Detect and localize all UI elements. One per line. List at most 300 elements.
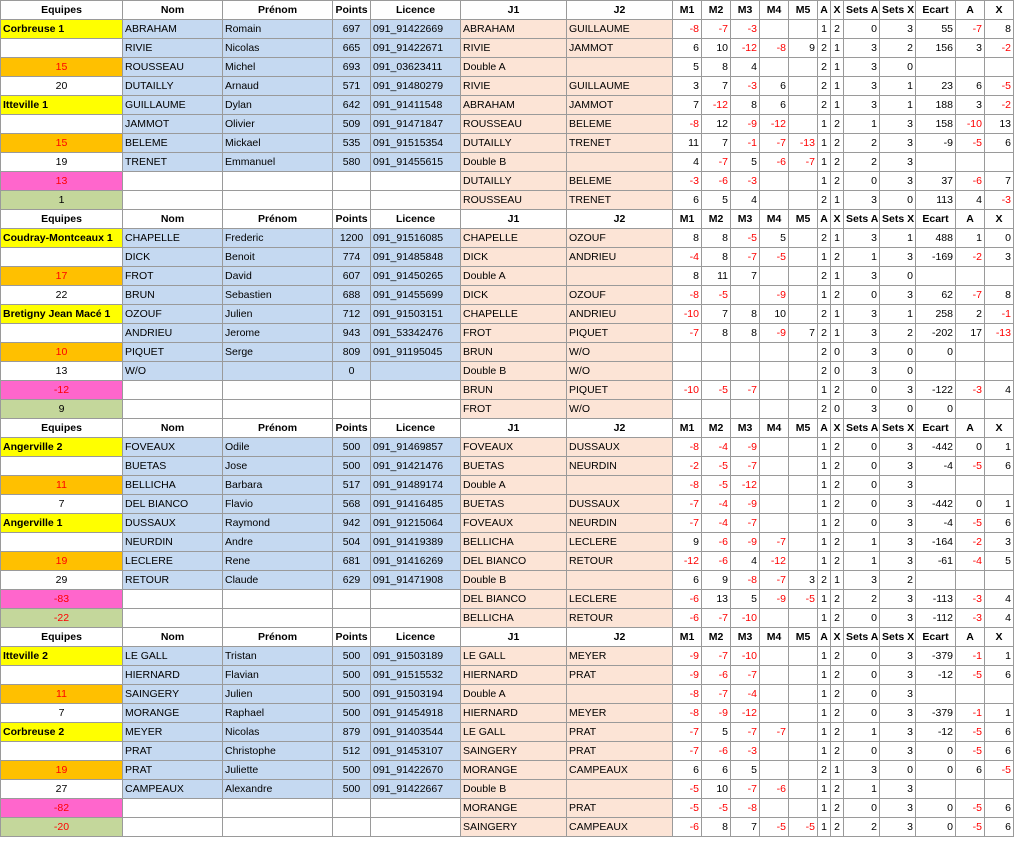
match-j2-cell[interactable]: LECLERE [567,533,673,552]
team-cell[interactable]: 13 [1,172,123,191]
sets-a-cell[interactable]: 3 [844,362,880,381]
result-a-cell[interactable]: -2 [956,248,985,267]
result-a-cell[interactable]: 0 [956,495,985,514]
sets-x-cell[interactable]: 3 [880,704,916,723]
player-licence-cell[interactable] [371,609,461,628]
match-a-cell[interactable]: 2 [818,96,831,115]
player-licence-cell[interactable]: 091_03623411 [371,58,461,77]
player-points-cell[interactable]: 693 [333,58,371,77]
set-score-m3[interactable]: -4 [731,685,760,704]
match-j2-cell[interactable]: W/O [567,343,673,362]
set-score-m5[interactable] [789,381,818,400]
set-score-m5[interactable] [789,267,818,286]
match-a-cell[interactable]: 2 [818,343,831,362]
result-a-cell[interactable]: -5 [956,134,985,153]
set-score-m3[interactable]: -5 [731,229,760,248]
player-name-cell[interactable] [123,400,223,419]
player-licence-cell[interactable]: 091_91422671 [371,39,461,58]
result-x-cell[interactable]: 4 [985,381,1014,400]
match-j1-cell[interactable]: DUTAILLY [461,134,567,153]
player-name-cell[interactable]: ABRAHAM [123,20,223,39]
set-score-m4[interactable] [760,761,789,780]
match-j1-cell[interactable]: DUTAILLY [461,172,567,191]
match-x-cell[interactable]: 2 [831,20,844,39]
player-points-cell[interactable] [333,381,371,400]
set-score-m4[interactable] [760,58,789,77]
team-cell[interactable]: 17 [1,267,123,286]
player-licence-cell[interactable]: 091_91419389 [371,533,461,552]
set-score-m3[interactable]: 5 [731,590,760,609]
match-x-cell[interactable]: 2 [831,153,844,172]
match-x-cell[interactable]: 1 [831,324,844,343]
sets-x-cell[interactable]: 3 [880,153,916,172]
match-j2-cell[interactable]: PIQUET [567,381,673,400]
team-cell[interactable]: 7 [1,704,123,723]
team-cell[interactable] [1,666,123,685]
ecart-cell[interactable]: 62 [916,286,956,305]
match-j1-cell[interactable]: Double A [461,685,567,704]
set-score-m1[interactable] [673,343,702,362]
player-points-cell[interactable]: 517 [333,476,371,495]
match-a-cell[interactable]: 1 [818,552,831,571]
set-score-m4[interactable] [760,191,789,210]
match-j1-cell[interactable]: LE GALL [461,723,567,742]
set-score-m4[interactable]: 10 [760,305,789,324]
result-x-cell[interactable] [985,267,1014,286]
set-score-m5[interactable] [789,495,818,514]
set-score-m1[interactable]: -3 [673,172,702,191]
player-licence-cell[interactable]: 091_53342476 [371,324,461,343]
sets-x-cell[interactable]: 3 [880,457,916,476]
player-name-cell[interactable]: JAMMOT [123,115,223,134]
result-x-cell[interactable]: 7 [985,172,1014,191]
set-score-m3[interactable]: -8 [731,571,760,590]
set-score-m2[interactable]: 8 [702,324,731,343]
sets-a-cell[interactable]: 2 [844,590,880,609]
set-score-m2[interactable]: -5 [702,457,731,476]
result-a-cell[interactable]: 3 [956,96,985,115]
player-name-cell[interactable]: MORANGE [123,704,223,723]
match-a-cell[interactable]: 1 [818,115,831,134]
result-x-cell[interactable] [985,153,1014,172]
match-x-cell[interactable]: 2 [831,248,844,267]
result-x-cell[interactable]: 6 [985,514,1014,533]
player-points-cell[interactable] [333,609,371,628]
set-score-m1[interactable]: 9 [673,533,702,552]
sets-x-cell[interactable]: 3 [880,799,916,818]
team-cell[interactable]: 10 [1,343,123,362]
set-score-m2[interactable]: 8 [702,229,731,248]
team-cell[interactable] [1,457,123,476]
set-score-m2[interactable]: -4 [702,495,731,514]
match-j1-cell[interactable]: ROUSSEAU [461,115,567,134]
team-cell[interactable]: Bretigny Jean Macé 1 [1,305,123,324]
sets-a-cell[interactable]: 0 [844,438,880,457]
player-name-cell[interactable]: ROUSSEAU [123,58,223,77]
sets-x-cell[interactable]: 3 [880,552,916,571]
player-name-cell[interactable] [123,609,223,628]
match-j1-cell[interactable]: RIVIE [461,39,567,58]
match-j1-cell[interactable]: MORANGE [461,799,567,818]
sets-a-cell[interactable]: 3 [844,77,880,96]
result-a-cell[interactable] [956,362,985,381]
match-a-cell[interactable]: 1 [818,248,831,267]
player-firstname-cell[interactable]: Nicolas [223,723,333,742]
set-score-m2[interactable]: -5 [702,799,731,818]
team-cell[interactable]: 11 [1,476,123,495]
match-j1-cell[interactable]: LE GALL [461,647,567,666]
team-cell[interactable]: Itteville 1 [1,96,123,115]
player-licence-cell[interactable] [371,400,461,419]
player-points-cell[interactable]: 681 [333,552,371,571]
player-name-cell[interactable] [123,381,223,400]
result-x-cell[interactable]: 1 [985,704,1014,723]
set-score-m3[interactable]: -12 [731,476,760,495]
set-score-m2[interactable]: 10 [702,780,731,799]
set-score-m2[interactable]: 7 [702,134,731,153]
result-a-cell[interactable]: 6 [956,761,985,780]
sets-x-cell[interactable]: 3 [880,685,916,704]
sets-x-cell[interactable]: 3 [880,20,916,39]
player-firstname-cell[interactable]: Raymond [223,514,333,533]
set-score-m5[interactable] [789,305,818,324]
result-x-cell[interactable]: 13 [985,115,1014,134]
match-j2-cell[interactable]: RETOUR [567,609,673,628]
sets-x-cell[interactable]: 3 [880,723,916,742]
result-x-cell[interactable] [985,343,1014,362]
sets-x-cell[interactable]: 3 [880,476,916,495]
result-a-cell[interactable]: -10 [956,115,985,134]
player-name-cell[interactable]: RIVIE [123,39,223,58]
player-licence-cell[interactable]: 091_91411548 [371,96,461,115]
ecart-cell[interactable]: -442 [916,495,956,514]
sets-a-cell[interactable]: 0 [844,742,880,761]
player-licence-cell[interactable]: 091_91503151 [371,305,461,324]
player-licence-cell[interactable] [371,590,461,609]
set-score-m1[interactable]: -9 [673,647,702,666]
ecart-cell[interactable]: 0 [916,818,956,837]
set-score-m3[interactable]: -7 [731,780,760,799]
team-cell[interactable]: 22 [1,286,123,305]
match-a-cell[interactable]: 2 [818,324,831,343]
sets-x-cell[interactable]: 2 [880,39,916,58]
player-licence-cell[interactable]: 091_91516085 [371,229,461,248]
set-score-m1[interactable]: -6 [673,590,702,609]
set-score-m3[interactable]: -7 [731,514,760,533]
match-x-cell[interactable]: 1 [831,229,844,248]
set-score-m2[interactable]: -6 [702,533,731,552]
set-score-m4[interactable] [760,400,789,419]
player-firstname-cell[interactable]: Flavian [223,666,333,685]
set-score-m5[interactable] [789,438,818,457]
set-score-m3[interactable]: -7 [731,666,760,685]
result-x-cell[interactable]: 6 [985,742,1014,761]
set-score-m1[interactable] [673,400,702,419]
team-cell[interactable]: 19 [1,552,123,571]
match-j2-cell[interactable]: TRENET [567,134,673,153]
player-points-cell[interactable]: 697 [333,20,371,39]
set-score-m2[interactable] [702,362,731,381]
ecart-cell[interactable] [916,780,956,799]
set-score-m1[interactable]: -10 [673,305,702,324]
set-score-m4[interactable] [760,381,789,400]
set-score-m4[interactable]: 6 [760,77,789,96]
result-a-cell[interactable] [956,476,985,495]
match-j1-cell[interactable]: Double B [461,571,567,590]
result-a-cell[interactable] [956,267,985,286]
player-name-cell[interactable]: LE GALL [123,647,223,666]
set-score-m1[interactable]: 8 [673,229,702,248]
player-points-cell[interactable]: 0 [333,362,371,381]
set-score-m5[interactable] [789,172,818,191]
player-points-cell[interactable]: 500 [333,780,371,799]
match-j1-cell[interactable]: SAINGERY [461,818,567,837]
set-score-m2[interactable]: 8 [702,248,731,267]
player-name-cell[interactable]: PRAT [123,742,223,761]
match-x-cell[interactable]: 2 [831,723,844,742]
match-j2-cell[interactable]: MEYER [567,704,673,723]
sets-x-cell[interactable]: 0 [880,362,916,381]
player-points-cell[interactable]: 688 [333,286,371,305]
sets-a-cell[interactable]: 0 [844,685,880,704]
set-score-m5[interactable] [789,647,818,666]
set-score-m3[interactable]: 4 [731,58,760,77]
player-licence-cell[interactable]: 091_91503189 [371,647,461,666]
set-score-m2[interactable]: -7 [702,647,731,666]
player-firstname-cell[interactable] [223,799,333,818]
team-cell[interactable]: -20 [1,818,123,837]
player-points-cell[interactable]: 509 [333,115,371,134]
set-score-m2[interactable]: -12 [702,96,731,115]
set-score-m5[interactable] [789,229,818,248]
match-j2-cell[interactable] [567,58,673,77]
player-firstname-cell[interactable]: Odile [223,438,333,457]
result-x-cell[interactable]: 4 [985,609,1014,628]
result-x-cell[interactable]: -5 [985,761,1014,780]
player-firstname-cell[interactable]: Benoit [223,248,333,267]
match-a-cell[interactable]: 1 [818,742,831,761]
sets-x-cell[interactable]: 1 [880,305,916,324]
set-score-m2[interactable]: -6 [702,742,731,761]
team-cell[interactable]: 15 [1,58,123,77]
set-score-m3[interactable]: 8 [731,305,760,324]
match-j1-cell[interactable]: BELLICHA [461,609,567,628]
sets-x-cell[interactable]: 0 [880,400,916,419]
set-score-m3[interactable]: 5 [731,761,760,780]
match-a-cell[interactable]: 1 [818,590,831,609]
ecart-cell[interactable]: -164 [916,533,956,552]
set-score-m5[interactable] [789,20,818,39]
set-score-m5[interactable] [789,58,818,77]
set-score-m4[interactable] [760,647,789,666]
player-name-cell[interactable]: OZOUF [123,305,223,324]
player-name-cell[interactable] [123,799,223,818]
set-score-m4[interactable] [760,666,789,685]
set-score-m1[interactable]: 6 [673,761,702,780]
match-j2-cell[interactable]: JAMMOT [567,96,673,115]
match-j1-cell[interactable]: RIVIE [461,77,567,96]
player-licence-cell[interactable]: 091_91454918 [371,704,461,723]
set-score-m2[interactable]: 5 [702,723,731,742]
player-points-cell[interactable]: 500 [333,647,371,666]
set-score-m2[interactable]: 8 [702,58,731,77]
player-name-cell[interactable]: TRENET [123,153,223,172]
set-score-m3[interactable]: -7 [731,457,760,476]
team-cell[interactable] [1,324,123,343]
set-score-m5[interactable] [789,780,818,799]
player-points-cell[interactable]: 500 [333,761,371,780]
set-score-m2[interactable]: -5 [702,476,731,495]
sets-x-cell[interactable]: 3 [880,533,916,552]
result-x-cell[interactable]: -2 [985,96,1014,115]
team-cell[interactable]: 27 [1,780,123,799]
set-score-m3[interactable]: 4 [731,191,760,210]
sets-x-cell[interactable]: 3 [880,286,916,305]
player-points-cell[interactable]: 500 [333,457,371,476]
sets-x-cell[interactable]: 3 [880,381,916,400]
match-a-cell[interactable]: 1 [818,495,831,514]
set-score-m4[interactable]: -5 [760,248,789,267]
set-score-m3[interactable]: -8 [731,799,760,818]
match-x-cell[interactable]: 0 [831,362,844,381]
set-score-m5[interactable] [789,457,818,476]
team-cell[interactable]: 19 [1,761,123,780]
sets-a-cell[interactable]: 0 [844,172,880,191]
set-score-m2[interactable]: 5 [702,191,731,210]
set-score-m5[interactable] [789,77,818,96]
sets-x-cell[interactable]: 3 [880,609,916,628]
ecart-cell[interactable]: 156 [916,39,956,58]
result-x-cell[interactable]: 8 [985,20,1014,39]
set-score-m4[interactable] [760,514,789,533]
team-cell[interactable]: Angerville 1 [1,514,123,533]
ecart-cell[interactable]: 158 [916,115,956,134]
sets-a-cell[interactable]: 3 [844,58,880,77]
set-score-m5[interactable] [789,609,818,628]
result-a-cell[interactable] [956,780,985,799]
sets-a-cell[interactable]: 1 [844,723,880,742]
set-score-m4[interactable] [760,685,789,704]
player-name-cell[interactable]: BELLICHA [123,476,223,495]
match-x-cell[interactable]: 1 [831,191,844,210]
team-cell[interactable]: -12 [1,381,123,400]
set-score-m3[interactable]: 8 [731,324,760,343]
player-licence-cell[interactable]: 091_91421476 [371,457,461,476]
result-x-cell[interactable] [985,58,1014,77]
sets-a-cell[interactable]: 1 [844,248,880,267]
sets-a-cell[interactable]: 1 [844,780,880,799]
match-x-cell[interactable]: 2 [831,609,844,628]
player-name-cell[interactable]: ANDRIEU [123,324,223,343]
player-name-cell[interactable]: W/O [123,362,223,381]
player-points-cell[interactable]: 512 [333,742,371,761]
match-x-cell[interactable]: 1 [831,96,844,115]
player-name-cell[interactable]: DUTAILLY [123,77,223,96]
team-cell[interactable] [1,742,123,761]
match-j2-cell[interactable]: MEYER [567,647,673,666]
result-x-cell[interactable]: 6 [985,457,1014,476]
sets-a-cell[interactable]: 1 [844,115,880,134]
sets-x-cell[interactable]: 3 [880,438,916,457]
set-score-m1[interactable]: -9 [673,666,702,685]
team-cell[interactable] [1,248,123,267]
set-score-m1[interactable]: -8 [673,476,702,495]
sets-x-cell[interactable]: 0 [880,191,916,210]
match-j2-cell[interactable]: PIQUET [567,324,673,343]
sets-x-cell[interactable]: 3 [880,818,916,837]
player-name-cell[interactable]: HIERNARD [123,666,223,685]
sets-x-cell[interactable]: 1 [880,77,916,96]
match-a-cell[interactable]: 2 [818,362,831,381]
player-licence-cell[interactable]: 091_91471908 [371,571,461,590]
match-x-cell[interactable]: 2 [831,457,844,476]
player-firstname-cell[interactable]: Romain [223,20,333,39]
player-points-cell[interactable]: 607 [333,267,371,286]
match-x-cell[interactable]: 2 [831,780,844,799]
set-score-m5[interactable]: -7 [789,153,818,172]
player-points-cell[interactable]: 879 [333,723,371,742]
match-j2-cell[interactable] [567,685,673,704]
result-a-cell[interactable]: -1 [956,704,985,723]
match-x-cell[interactable]: 1 [831,58,844,77]
player-firstname-cell[interactable]: Sebastien [223,286,333,305]
sets-x-cell[interactable]: 1 [880,96,916,115]
player-firstname-cell[interactable] [223,818,333,837]
set-score-m4[interactable]: -9 [760,590,789,609]
set-score-m1[interactable]: -8 [673,115,702,134]
match-a-cell[interactable]: 1 [818,514,831,533]
ecart-cell[interactable]: 23 [916,77,956,96]
set-score-m5[interactable] [789,400,818,419]
match-x-cell[interactable]: 2 [831,552,844,571]
set-score-m4[interactable] [760,362,789,381]
team-cell[interactable]: -83 [1,590,123,609]
match-j2-cell[interactable] [567,476,673,495]
sets-a-cell[interactable]: 0 [844,799,880,818]
set-score-m2[interactable]: -6 [702,666,731,685]
player-points-cell[interactable]: 942 [333,514,371,533]
match-a-cell[interactable]: 2 [818,39,831,58]
match-a-cell[interactable]: 2 [818,77,831,96]
match-j2-cell[interactable]: TRENET [567,191,673,210]
team-cell[interactable]: 7 [1,495,123,514]
match-x-cell[interactable]: 2 [831,704,844,723]
result-a-cell[interactable]: -2 [956,533,985,552]
player-points-cell[interactable]: 500 [333,438,371,457]
match-j1-cell[interactable]: FROT [461,400,567,419]
sets-x-cell[interactable]: 1 [880,229,916,248]
ecart-cell[interactable] [916,267,956,286]
match-j1-cell[interactable]: Double B [461,780,567,799]
match-a-cell[interactable]: 1 [818,20,831,39]
match-a-cell[interactable]: 2 [818,400,831,419]
player-firstname-cell[interactable]: Christophe [223,742,333,761]
match-j1-cell[interactable]: Double A [461,58,567,77]
team-cell[interactable]: 13 [1,362,123,381]
ecart-cell[interactable]: 0 [916,761,956,780]
match-j2-cell[interactable]: PRAT [567,799,673,818]
match-a-cell[interactable]: 1 [818,134,831,153]
player-points-cell[interactable]: 774 [333,248,371,267]
match-x-cell[interactable]: 2 [831,172,844,191]
sets-a-cell[interactable]: 2 [844,134,880,153]
match-a-cell[interactable]: 2 [818,305,831,324]
player-licence-cell[interactable]: 091_91453107 [371,742,461,761]
player-name-cell[interactable]: LECLERE [123,552,223,571]
set-score-m5[interactable] [789,362,818,381]
match-j2-cell[interactable] [567,267,673,286]
sets-a-cell[interactable]: 3 [844,39,880,58]
